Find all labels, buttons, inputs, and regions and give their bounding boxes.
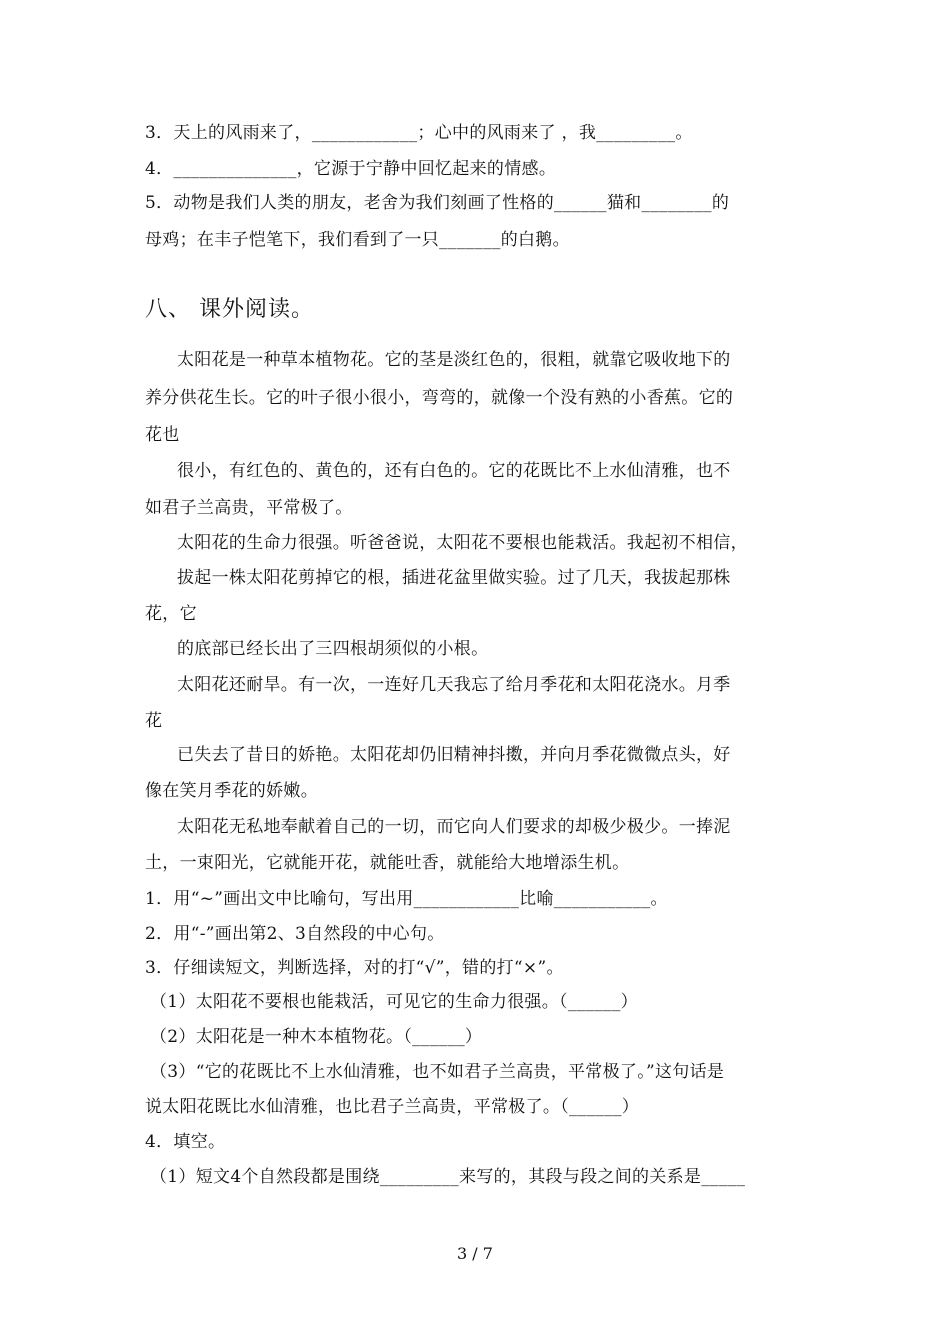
judgement-item-1: （1）太阳花不要根也能栽活，可见它的生命力很强。（______）: [150, 992, 638, 1012]
question-5-line-2: 母鸡；在丰子恺笔下，我们看到了一只_______的白鹅。: [145, 230, 570, 250]
fill-blank-item-1: （1）短文4个自然段都是围绕_________来写的，其段与段之间的关系是_____: [150, 1167, 746, 1187]
judgement-item-3: （3）“它的花既比不上水仙清雅，也不如君子兰高贵，平常极了。”这句话是: [150, 1062, 725, 1082]
reading-question-2: 2．用“-”画出第2、3自然段的中心句。: [145, 924, 445, 944]
passage-line: 太阳花还耐旱。有一次，一连好几天我忘了给月季花和太阳花浇水。月季: [177, 675, 731, 695]
passage-line: 土，一束阳光，它就能开花，就能吐香，就能给大地增添生机。: [145, 853, 630, 873]
judgement-item-2: （2）太阳花是一种木本植物花。（______）: [150, 1027, 483, 1047]
reading-question-4: 4．填空。: [145, 1132, 226, 1152]
passage-line: 花: [145, 711, 163, 731]
passage-line: 花也: [145, 425, 180, 445]
page-number: 3 / 7: [457, 1244, 493, 1263]
passage-line: 花，它: [145, 604, 197, 624]
section-eight-heading: 八、 课外阅读。: [145, 297, 314, 322]
question-3-line: 3．天上的风雨来了，____________；心中的风雨来了 ，我_________。: [145, 123, 693, 143]
passage-line: 太阳花无私地奉献着自己的一切，而它向人们要求的却极少极少。一捧泥: [177, 817, 731, 837]
passage-line: 的底部已经长出了三四根胡须似的小根。: [177, 639, 489, 659]
reading-question-1: 1．用“~”画出文中比喻句，写出用____________比喻___________。: [145, 889, 668, 909]
passage-line: 拔起一株太阳花剪掉它的根，插进花盆里做实验。过了几天，我拔起那株: [177, 568, 731, 588]
passage-line: 很小，有红色的、黄色的，还有白色的。它的花既比不上水仙清雅，也不: [177, 461, 731, 481]
passage-line: 已失去了昔日的娇艳。太阳花却仍旧精神抖擞，并向月季花微微点头，好: [177, 745, 731, 765]
passage-line: 像在笑月季花的娇嫩。: [145, 781, 318, 801]
reading-question-3: 3．仔细读短文，判断选择，对的打“√”，错的打“×”。: [145, 958, 564, 978]
judgement-item-3-continued: 说太阳花既比水仙清雅，也比君子兰高贵，平常极了。（______）: [145, 1097, 640, 1117]
question-5-line-1: 5．动物是我们人类的朋友，老舍为我们刻画了性格的______猫和________的: [145, 193, 730, 213]
passage-line: 如君子兰高贵，平常极了。: [145, 498, 353, 518]
question-4-line: 4．______________，它源于宁静中回忆起来的情感。: [145, 159, 557, 179]
passage-line: 太阳花的生命力很强。听爸爸说，太阳花不要根也能栽活。我起初不相信，: [177, 533, 748, 553]
passage-line: 太阳花是一种草本植物花。它的茎是淡红色的，很粗，就靠它吸收地下的: [177, 350, 731, 370]
passage-line: 养分供花生长。它的叶子很小很小，弯弯的，就像一个没有熟的小香蕉。它的: [145, 388, 734, 408]
